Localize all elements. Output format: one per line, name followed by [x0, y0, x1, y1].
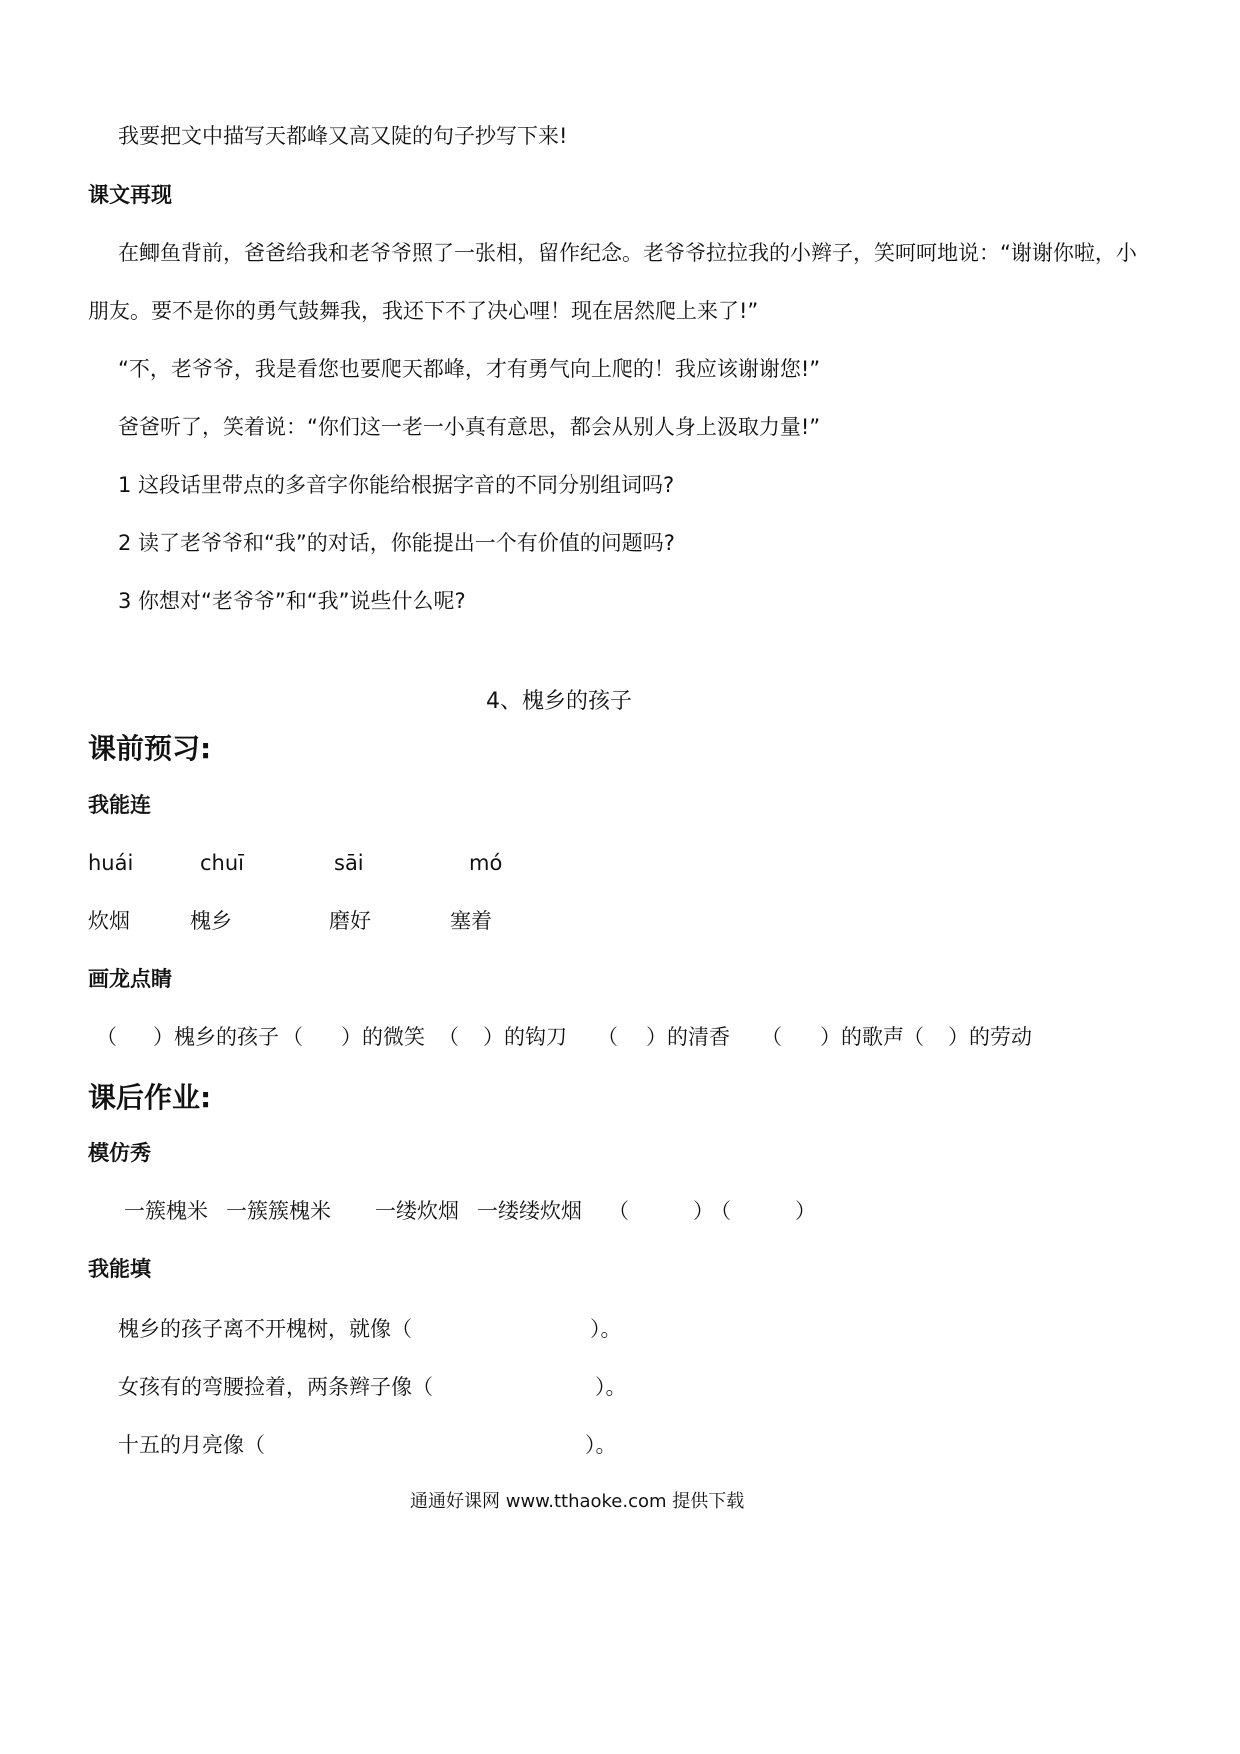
fill-sentence-3: 十五的月亮像（ ）。: [118, 1433, 617, 1457]
word-4: 塞着: [450, 909, 492, 933]
homework-heading: 课后作业:: [88, 1081, 212, 1114]
question-3: 3 你想对“老爷爷”和“我”说些什么呢?: [118, 589, 466, 613]
pinyin-3: sāi: [334, 851, 364, 875]
imitate-item-4: 一缕缕炊烟: [477, 1199, 582, 1223]
fill-item-6: （ ）的劳动: [903, 1025, 1032, 1049]
imitate-item-1: 一簇槐米: [124, 1199, 208, 1223]
imitate-item-2: 一簇簇槐米: [226, 1199, 331, 1223]
intro-task: 我要把文中描写天都峰又高又陡的句子抄写下来!: [118, 124, 568, 148]
fill-heading-preview: 画龙点睛: [88, 967, 172, 991]
imitate-item-3: 一缕炊烟: [375, 1199, 459, 1223]
word-2: 槐乡: [190, 909, 232, 933]
review-paragraph-1-line-1: 在鲫鱼背前，爸爸给我和老爷爷照了一张相，留作纪念。老爷爷拉拉我的小辫子，笑呵呵地说：“谢谢你啦，小: [118, 241, 1137, 265]
review-paragraph-1-line-2: 朋友。要不是你的勇气鼓舞我，我还下不了决心哩！现在居然爬上来了!”: [88, 299, 759, 323]
review-paragraph-3: 爸爸听了，笑着说：“你们这一老一小真有意思，都会从别人身上汲取力量!”: [118, 415, 821, 439]
fill-item-1: （ ）槐乡的孩子: [96, 1025, 279, 1049]
pinyin-4: mó: [469, 851, 503, 875]
review-paragraph-2: “不，老爷爷，我是看您也要爬天都峰，才有勇气向上爬的！我应该谢谢您!”: [118, 357, 821, 381]
question-2: 2 读了老爷爷和“我”的对话，你能提出一个有价值的问题吗?: [118, 531, 675, 555]
preview-heading: 课前预习:: [88, 732, 212, 765]
fill-sentence-1: 槐乡的孩子离不开槐树，就像（ ）。: [118, 1317, 622, 1341]
imitate-heading: 模仿秀: [88, 1141, 151, 1165]
word-1: 炊烟: [88, 909, 130, 933]
fill-sentence-2: 女孩有的弯腰捡着，两条辫子像（ ）。: [118, 1375, 627, 1399]
fill-item-4: （ ）的清香: [597, 1025, 730, 1049]
word-3: 磨好: [329, 909, 371, 933]
fill-heading-homework: 我能填: [88, 1257, 151, 1281]
lesson-title: 4、槐乡的孩子: [486, 689, 632, 714]
question-1: 1 这段话里带点的多音字你能给根据字音的不同分别组词吗?: [118, 473, 675, 497]
connect-heading: 我能连: [88, 793, 151, 817]
imitate-blank-1: （ ）: [608, 1199, 714, 1223]
fill-item-2: （ ）的微笑: [282, 1025, 425, 1049]
pinyin-2: chuī: [200, 851, 244, 875]
fill-item-3: （ ）的钩刀: [438, 1025, 567, 1049]
pinyin-1: huái: [88, 851, 134, 875]
fill-item-5: （ ）的歌声: [761, 1025, 904, 1049]
review-heading: 课文再现: [88, 183, 172, 207]
imitate-blank-2: （ ）: [710, 1199, 816, 1223]
footer-credit: 通通好课网 www.tthaoke.com 提供下载: [410, 1491, 745, 1512]
